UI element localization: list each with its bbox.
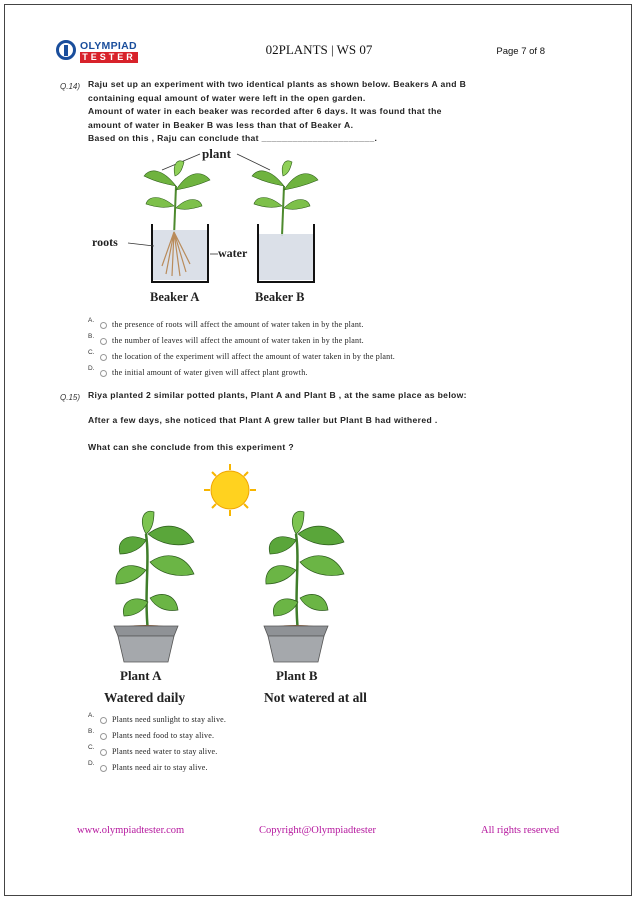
logo-bottom-text: TESTER [80,52,138,63]
sun-icon [204,464,256,516]
question-number-15: Q.15) [60,393,81,402]
option-c-radio[interactable] [100,354,107,361]
beaker-experiment-figure [92,146,332,308]
option-c-text: the location of the experiment will affect the amount of water taken in by the plant. [112,352,395,361]
label-roots: roots [92,235,118,249]
option-letter: B. [88,728,95,735]
label-plant: plant [202,146,231,161]
option-letter: B. [88,333,95,340]
beaker-a-drawing [152,224,208,282]
potted-plants-figure [98,462,388,708]
option-d-text: the initial amount of water given will affect plant growth. [112,368,308,377]
option-a-text: the presence of roots will affect the amount of water taken in by the plant. [112,320,364,329]
option-c-radio[interactable] [100,749,107,756]
option-a-radio[interactable] [100,322,107,329]
option-b-text: Plants need food to stay alive. [112,731,215,740]
potted-plant-b-drawing [264,511,344,662]
question-text-14 [88,78,528,146]
option-letter: C. [88,744,95,751]
option-a-radio[interactable] [100,717,107,724]
option-letter: D. [88,760,95,767]
option-letter: C. [88,349,95,356]
caption-watered-daily: Watered daily [104,690,186,705]
question-line: Amount of water in each beaker was recorded after 6 days. It was found that the [88,106,442,116]
logo-top-text: OLYMPIAD [80,40,137,52]
plant-b-drawing [252,161,318,236]
document-title: 02PLANTS | WS 07 [265,42,373,57]
footer-copyright: Copyright@Olympiadtester [259,825,376,836]
label-plant-b: Plant B [276,668,318,683]
option-d-text: Plants need air to stay alive. [112,763,208,772]
question-number-14: Q.14) [60,82,81,91]
question-text-15-line2: After a few days, she noticed that Plant A grew taller but Plant B had withered . [88,415,438,425]
option-d-radio[interactable] [100,765,107,772]
question-line: Based on this , Raju can conclude that ______________________. [88,133,378,143]
label-beaker-a: Beaker A [150,290,200,304]
label-water: water [218,246,248,260]
caption-not-watered: Not watered at all [264,690,367,705]
option-c-text: Plants need water to stay alive. [112,747,218,756]
option-b-radio[interactable] [100,733,107,740]
question-text-15: Riya planted 2 similar potted plants, Plant A and Plant B , at the same place as below: [88,390,467,400]
option-b-text: the number of leaves will affect the amount of water taken in by the plant. [112,336,364,345]
option-b-radio[interactable] [100,338,107,345]
question-line: containing equal amount of water were left in the open garden. [88,92,366,103]
option-letter: A. [88,712,95,719]
option-d-radio[interactable] [100,370,107,377]
option-letter: D. [88,365,95,372]
label-plant-a: Plant A [120,668,162,683]
option-letter: A. [88,317,95,324]
question-text-15-line3: What can she conclude from this experiment ? [88,442,294,452]
footer-rights: All rights reserved [481,825,560,836]
page-number: Page 7 of 8 [496,46,545,57]
option-a-text: Plants need sunlight to stay alive. [112,715,227,724]
beaker-b-drawing [258,224,314,282]
footer-website-link[interactable]: www.olympiadtester.com [77,825,185,836]
question-line: amount of water in Beaker B was less than that of Beaker A. [88,119,354,130]
potted-plant-a-drawing [114,511,194,662]
label-beaker-b: Beaker B [255,290,305,304]
question-line: Raju set up an experiment with two identical plants as shown below. Beakers A and B [88,79,467,89]
plant-a-drawing [144,161,210,236]
